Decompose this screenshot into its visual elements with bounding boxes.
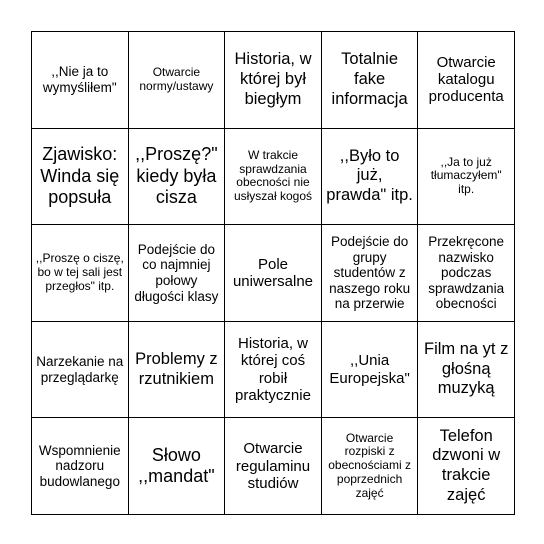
bingo-cell[interactable]: Problemy z rzutnikiem xyxy=(129,322,226,419)
bingo-cell[interactable]: Historia, w której był biegłym xyxy=(225,32,322,129)
bingo-cell[interactable]: Film na yt z głośną muzyką xyxy=(418,322,515,419)
bingo-cell[interactable]: Narzekanie na przeglądarkę xyxy=(32,322,129,419)
bingo-cell[interactable]: Słowo ,,mandat" xyxy=(129,418,226,515)
bingo-cell[interactable]: Telefon dzwoni w trakcie zajęć xyxy=(418,418,515,515)
bingo-board xyxy=(31,31,515,515)
bingo-cell[interactable]: Otwarcie normy/ustawy xyxy=(129,32,226,129)
bingo-cell[interactable]: ,,Proszę o ciszę, bo w tej sali jest przegłos" itp. xyxy=(32,225,129,322)
bingo-cell[interactable]: Wspomnienie nadzoru budowlanego xyxy=(32,418,129,515)
bingo-cell[interactable]: Historia, w której coś robił praktycznie xyxy=(225,322,322,419)
bingo-cell[interactable]: Otwarcie rozpiski z obecnościami z poprzednich zajęć xyxy=(322,418,419,515)
bingo-cell[interactable]: Totalnie fake informacja xyxy=(322,32,419,129)
bingo-cell[interactable]: ,,Było to już, prawda" itp. xyxy=(322,129,419,226)
bingo-cell[interactable]: ,,Proszę?" kiedy była cisza xyxy=(129,129,226,226)
bingo-cell[interactable]: ,,Unia Europejska" xyxy=(322,322,419,419)
bingo-cell[interactable]: Podejście do grupy studentów z naszego roku na przerwie xyxy=(322,225,419,322)
bingo-cell[interactable]: Przekręcone nazwisko podczas sprawdzania obecności xyxy=(418,225,515,322)
bingo-cell[interactable]: Otwarcie regulaminu studiów xyxy=(225,418,322,515)
bingo-cell[interactable]: ,,Nie ja to wymyśliłem" xyxy=(32,32,129,129)
bingo-cell[interactable]: W trakcie sprawdzania obecności nie usłyszał kogoś xyxy=(225,129,322,226)
bingo-cell[interactable]: Zjawisko: Winda się popsuła xyxy=(32,129,129,226)
bingo-cell[interactable]: Otwarcie katalogu producenta xyxy=(418,32,515,129)
bingo-cell[interactable]: Pole uniwersalne xyxy=(225,225,322,322)
bingo-cell[interactable]: ,,Ja to już tłumaczyłem" itp. xyxy=(418,129,515,226)
bingo-cell[interactable]: Podejście do co najmniej połowy długości klasy xyxy=(129,225,226,322)
